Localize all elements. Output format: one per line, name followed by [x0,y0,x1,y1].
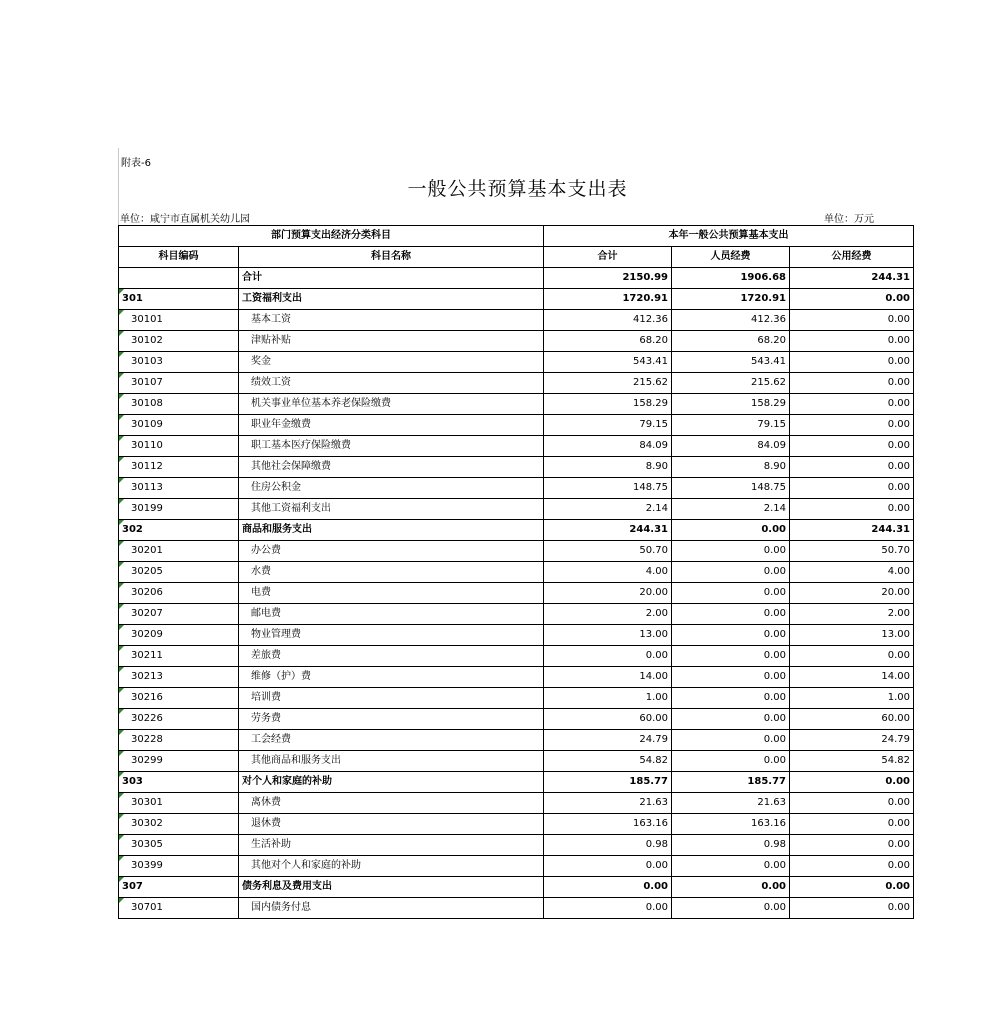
cell-name: 职业年金缴费 [239,415,544,436]
cell-name: 培训费 [239,688,544,709]
table-row [119,394,914,415]
header-group-right: 本年一般公共预算基本支出 [544,226,914,247]
cell-public: 14.00 [790,667,914,688]
cell-public: 244.31 [790,520,914,541]
cell-public: 20.00 [790,583,914,604]
table-row [119,415,914,436]
cell-personnel: 0.00 [672,877,790,898]
table-row [119,625,914,646]
cell-name: 电费 [239,583,544,604]
expenditure-table [118,225,914,919]
table-row [119,562,914,583]
header-total: 合计 [544,247,672,268]
cell-public: 0.00 [790,352,914,373]
cell-personnel: 185.77 [672,772,790,793]
cell-name: 离休费 [239,793,544,814]
cell-public: 0.00 [790,499,914,520]
cell-public: 4.00 [790,562,914,583]
cell-code: 30113 [119,478,239,499]
cell-public: 0.00 [790,856,914,877]
cell-total: 163.16 [544,814,672,835]
cell-personnel: 79.15 [672,415,790,436]
cell-code: 30108 [119,394,239,415]
cell-code: 30199 [119,499,239,520]
cell-personnel: 21.63 [672,793,790,814]
cell-personnel: 2.14 [672,499,790,520]
cell-name: 债务利息及费用支出 [239,877,544,898]
cell-personnel: 0.00 [672,898,790,919]
cell-name: 住房公积金 [239,478,544,499]
cell-name: 邮电费 [239,604,544,625]
cell-total: 0.00 [544,646,672,667]
cell-total: 1.00 [544,688,672,709]
cell-total: 4.00 [544,562,672,583]
table-row [119,793,914,814]
cell-code: 30399 [119,856,239,877]
cell-public: 2.00 [790,604,914,625]
cell-name: 商品和服务支出 [239,520,544,541]
table-row [119,352,914,373]
cell-total: 148.75 [544,478,672,499]
cell-public: 0.00 [790,457,914,478]
table-row [119,688,914,709]
cell-total: 13.00 [544,625,672,646]
cell-public: 0.00 [790,814,914,835]
table-row [119,856,914,877]
cell-public: 0.00 [790,436,914,457]
cell-code: 30302 [119,814,239,835]
cell-code: 30211 [119,646,239,667]
cell-name: 其他工资福利支出 [239,499,544,520]
cell-code: 30201 [119,541,239,562]
cell-public: 0.00 [790,877,914,898]
cell-total: 8.90 [544,457,672,478]
header-code: 科目编码 [119,247,239,268]
table-row [119,289,914,310]
cell-personnel: 0.00 [672,604,790,625]
table-row [119,898,914,919]
cell-public: 0.00 [790,289,914,310]
cell-name: 水费 [239,562,544,583]
cell-total: 1720.91 [544,289,672,310]
cell-code: 30102 [119,331,239,352]
cell-public: 0.00 [790,793,914,814]
header-group-row [119,226,914,247]
cell-public: 54.82 [790,751,914,772]
cell-public: 0.00 [790,394,914,415]
cell-name: 机关事业单位基本养老保险缴费 [239,394,544,415]
cell-personnel: 1720.91 [672,289,790,310]
cell-total: 0.00 [544,898,672,919]
cell-code: 30109 [119,415,239,436]
cell-public: 0.00 [790,310,914,331]
cell-name: 其他对个人和家庭的补助 [239,856,544,877]
table-row [119,772,914,793]
table-row [119,331,914,352]
cell-name: 基本工资 [239,310,544,331]
cell-personnel: 0.00 [672,583,790,604]
cell-name: 绩效工资 [239,373,544,394]
cell-personnel: 163.16 [672,814,790,835]
cell-total: 68.20 [544,331,672,352]
cell-total: 20.00 [544,583,672,604]
cell-personnel: 0.00 [672,667,790,688]
cell-personnel: 0.00 [672,709,790,730]
cell-name: 对个人和家庭的补助 [239,772,544,793]
page-title: 一般公共预算基本支出表 [407,178,628,200]
cell-public: 0.00 [790,415,914,436]
cell-name: 工资福利支出 [239,289,544,310]
header-name: 科目名称 [239,247,544,268]
cell-personnel: 0.00 [672,856,790,877]
cell-personnel: 0.00 [672,751,790,772]
cell-total: 2150.99 [544,268,672,289]
cell-personnel: 1906.68 [672,268,790,289]
cell-public: 0.00 [790,373,914,394]
cell-name: 物业管理费 [239,625,544,646]
cell-personnel: 0.00 [672,646,790,667]
cell-total: 2.14 [544,499,672,520]
cell-name: 津贴补贴 [239,331,544,352]
cell-code: 30110 [119,436,239,457]
cell-public: 50.70 [790,541,914,562]
cell-code [119,268,239,289]
cell-public: 60.00 [790,709,914,730]
cell-name: 退休费 [239,814,544,835]
cell-public: 0.00 [790,478,914,499]
cell-name: 生活补助 [239,835,544,856]
cell-total: 60.00 [544,709,672,730]
cell-personnel: 0.98 [672,835,790,856]
table-row [119,814,914,835]
cell-name: 国内债务付息 [239,898,544,919]
cell-personnel: 412.36 [672,310,790,331]
cell-personnel: 148.75 [672,478,790,499]
cell-code: 30103 [119,352,239,373]
cell-code: 30301 [119,793,239,814]
cell-personnel: 0.00 [672,520,790,541]
cell-personnel: 0.00 [672,541,790,562]
cell-name: 差旅费 [239,646,544,667]
cell-name: 奖金 [239,352,544,373]
table-row [119,478,914,499]
table-row [119,877,914,898]
cell-code: 307 [119,877,239,898]
cell-code: 301 [119,289,239,310]
cell-code: 30205 [119,562,239,583]
table-row [119,310,914,331]
cell-total: 0.98 [544,835,672,856]
cell-code: 30107 [119,373,239,394]
cell-personnel: 0.00 [672,688,790,709]
unit-organization: 单位：咸宁市直属机关幼儿园 [120,214,250,225]
cell-total: 79.15 [544,415,672,436]
cell-code: 30226 [119,709,239,730]
cell-public: 0.00 [790,835,914,856]
cell-public: 0.00 [790,646,914,667]
table-row [119,604,914,625]
cell-personnel: 68.20 [672,331,790,352]
table-row [119,835,914,856]
cell-name: 合计 [239,268,544,289]
cell-personnel: 0.00 [672,562,790,583]
cell-total: 0.00 [544,877,672,898]
cell-total: 543.41 [544,352,672,373]
cell-total: 244.31 [544,520,672,541]
table-row [119,268,914,289]
cell-total: 21.63 [544,793,672,814]
cell-name: 劳务费 [239,709,544,730]
annex-label: 附表-6 [121,158,151,169]
cell-personnel: 0.00 [672,625,790,646]
cell-code: 30228 [119,730,239,751]
cell-public: 0.00 [790,772,914,793]
table-row [119,373,914,394]
cell-public: 0.00 [790,331,914,352]
table-row [119,751,914,772]
cell-total: 0.00 [544,856,672,877]
cell-total: 215.62 [544,373,672,394]
cell-total: 412.36 [544,310,672,331]
table-row [119,667,914,688]
cell-code: 303 [119,772,239,793]
cell-personnel: 8.90 [672,457,790,478]
cell-total: 14.00 [544,667,672,688]
table-row [119,709,914,730]
cell-total: 50.70 [544,541,672,562]
cell-name: 其他商品和服务支出 [239,751,544,772]
cell-name: 办公费 [239,541,544,562]
cell-total: 54.82 [544,751,672,772]
cell-public: 0.00 [790,898,914,919]
cell-personnel: 0.00 [672,730,790,751]
cell-personnel: 215.62 [672,373,790,394]
table-row [119,436,914,457]
cell-code: 30216 [119,688,239,709]
cell-total: 2.00 [544,604,672,625]
cell-total: 185.77 [544,772,672,793]
unit-currency: 单位：万元 [824,214,874,225]
cell-personnel: 84.09 [672,436,790,457]
cell-code: 30101 [119,310,239,331]
header-personnel: 人员经费 [672,247,790,268]
cell-code: 30305 [119,835,239,856]
cell-name: 维修（护）费 [239,667,544,688]
header-column-row [119,247,914,268]
table-row [119,646,914,667]
table-row [119,499,914,520]
cell-total: 24.79 [544,730,672,751]
cell-code: 30299 [119,751,239,772]
cell-code: 30701 [119,898,239,919]
header-group-left: 部门预算支出经济分类科目 [119,226,544,247]
table-row [119,730,914,751]
cell-name: 工会经费 [239,730,544,751]
table-row [119,520,914,541]
table-row [119,457,914,478]
cell-name: 职工基本医疗保险缴费 [239,436,544,457]
header-public: 公用经费 [790,247,914,268]
table-row [119,541,914,562]
cell-name: 其他社会保障缴费 [239,457,544,478]
cell-public: 1.00 [790,688,914,709]
cell-code: 30112 [119,457,239,478]
cell-personnel: 543.41 [672,352,790,373]
cell-code: 30213 [119,667,239,688]
cell-personnel: 158.29 [672,394,790,415]
cell-public: 24.79 [790,730,914,751]
cell-code: 302 [119,520,239,541]
cell-total: 158.29 [544,394,672,415]
cell-public: 244.31 [790,268,914,289]
table-row [119,583,914,604]
cell-public: 13.00 [790,625,914,646]
cell-code: 30207 [119,604,239,625]
cell-code: 30206 [119,583,239,604]
cell-total: 84.09 [544,436,672,457]
cell-code: 30209 [119,625,239,646]
